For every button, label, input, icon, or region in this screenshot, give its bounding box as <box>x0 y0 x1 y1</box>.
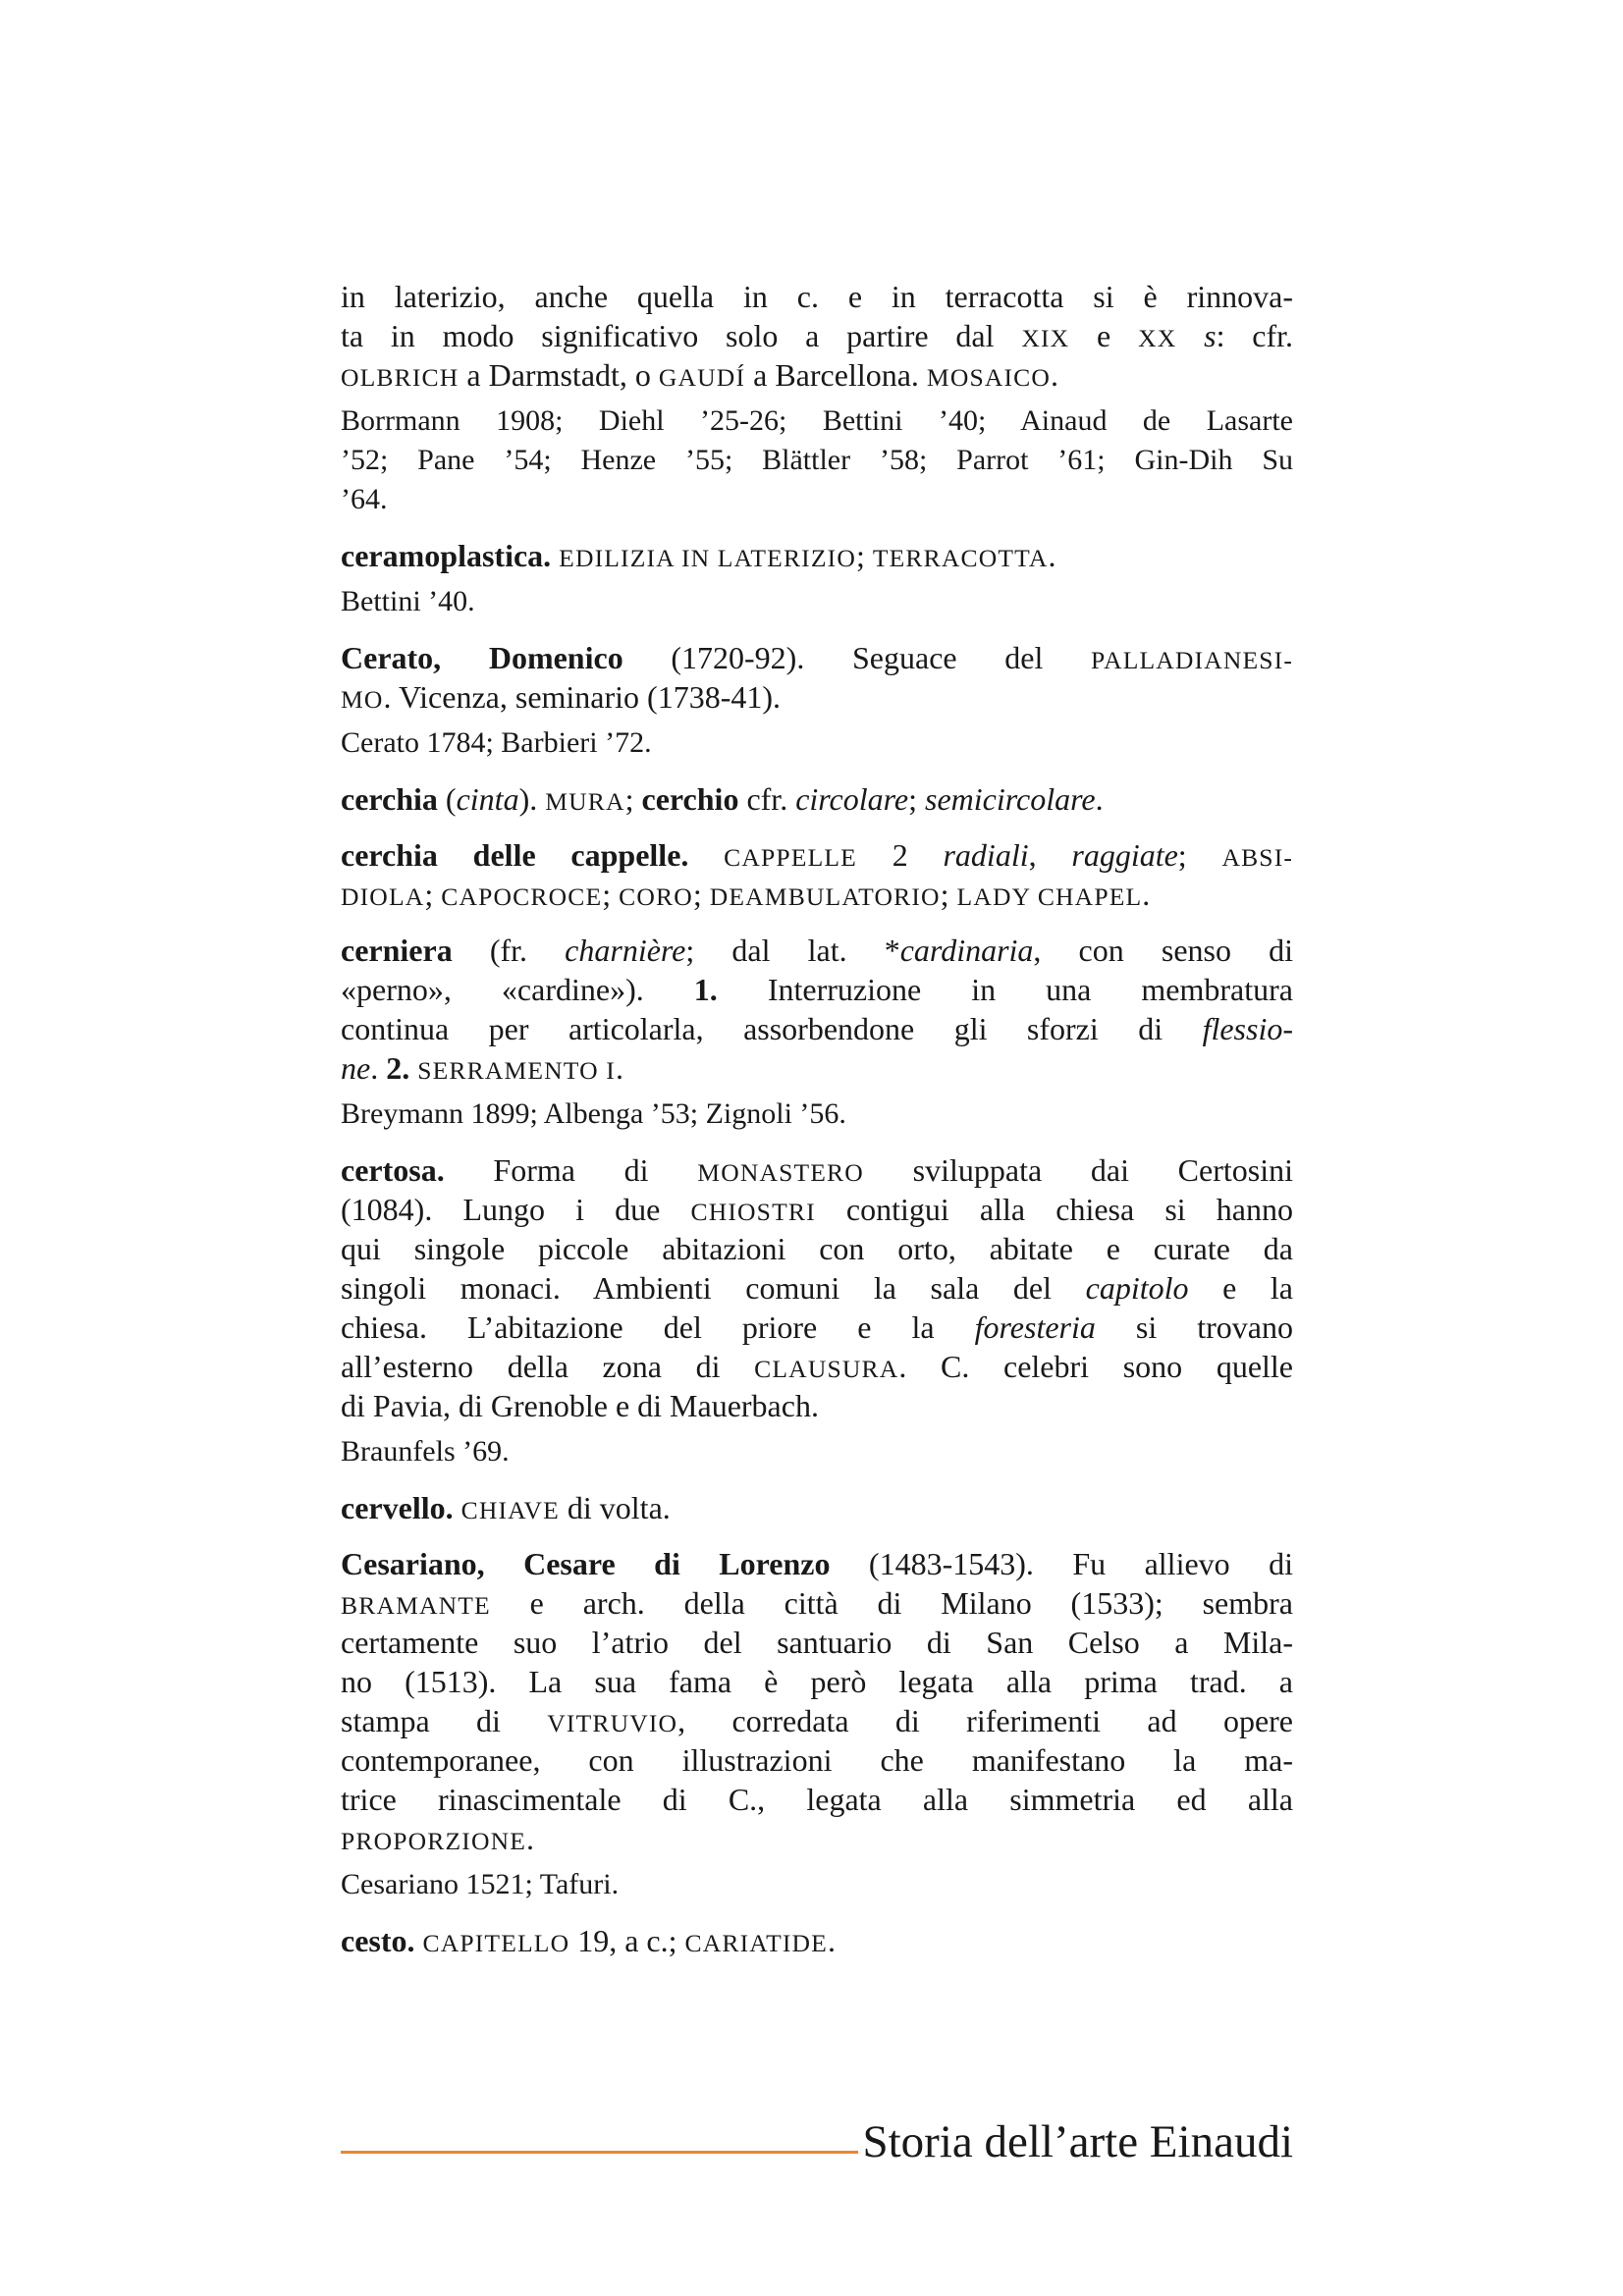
text-run: cerniera <box>341 933 453 968</box>
text-run <box>409 1050 417 1086</box>
text-run: all’esterno della zona di <box>341 1349 755 1384</box>
small-caps-run: MURA <box>545 787 625 816</box>
small-caps-run: CLAUSURA <box>754 1355 899 1383</box>
text-line <box>341 1583 1293 1623</box>
text-run: . Vicenza, seminario (1738-41). <box>383 679 782 715</box>
text-run: ; <box>940 877 957 912</box>
entry-cerato-domenico <box>341 638 1293 717</box>
text-line <box>341 1095 1293 1134</box>
text-run: 2 <box>856 837 944 873</box>
bibliography-ceramoplastica <box>341 582 1293 621</box>
entry-cerchia-delle-cappelle <box>341 835 1293 914</box>
text-run: sviluppata dai Certosini <box>863 1152 1293 1188</box>
entry-cesariano <box>341 1544 1293 1858</box>
text-run: Interruzione in una membratura <box>717 972 1293 1007</box>
text-line <box>341 1308 1293 1347</box>
text-run: cerchio <box>641 781 739 817</box>
text-run: Cesariano, Cesare di Lorenzo <box>341 1546 831 1581</box>
text-run: certosa. <box>341 1152 445 1188</box>
text-line <box>341 1150 1293 1190</box>
small-caps-run: BRAMANTE <box>341 1591 491 1620</box>
text-run: di Pavia, di Grenoble e di Mauerbach. <box>341 1388 819 1423</box>
text-line <box>341 1386 1293 1425</box>
text-run: cinta <box>456 781 519 817</box>
text-run: 2. <box>386 1050 410 1086</box>
small-caps-run: ABSI- <box>1221 843 1293 872</box>
text-run: Cerato 1784; Barbieri ’72. <box>341 726 652 759</box>
text-run: e <box>1069 318 1139 353</box>
text-line <box>341 875 1293 914</box>
text-line <box>341 1229 1293 1268</box>
text-run <box>454 1490 461 1525</box>
small-caps-run: PROPORZIONE <box>341 1827 527 1855</box>
text-run <box>551 538 559 573</box>
entry-cervello <box>341 1488 1293 1527</box>
text-run: cerchia <box>341 781 438 817</box>
text-run: s <box>1204 318 1217 353</box>
text-run: (1483-1543). Fu allievo di <box>830 1546 1293 1581</box>
text-run: . C. celebri sono quelle <box>898 1349 1293 1384</box>
text-run: ta in modo significativo solo a partire dal <box>341 318 1022 353</box>
text-run: Borrmann 1908; Diehl ’25-26; Bettini ’40; Ainaud de Lasarte <box>341 404 1293 437</box>
text-run: (fr. <box>452 933 566 968</box>
text-run <box>415 1923 423 1958</box>
text-line <box>341 1268 1293 1308</box>
text-line <box>341 1544 1293 1583</box>
text-run: . <box>526 1821 535 1856</box>
text-run: a Darmstadt, o <box>459 357 659 393</box>
text-run: ; <box>692 877 710 912</box>
text-run: foresteria <box>974 1309 1096 1345</box>
text-run: chiesa. L’abitazione del priore e la <box>341 1309 975 1345</box>
text-run: circolare <box>795 781 909 817</box>
text-line <box>341 1819 1293 1858</box>
text-run: Cesariano 1521; Tafuri. <box>341 1868 620 1900</box>
text-run: contigui alla chiesa si hanno <box>815 1192 1293 1227</box>
text-line <box>341 638 1293 677</box>
small-caps-run: XX <box>1138 324 1177 352</box>
paragraph-continuation <box>341 277 1293 395</box>
text-line <box>341 931 1293 970</box>
small-caps-run: CAPPELLE <box>724 843 857 872</box>
text-run: . <box>827 1923 836 1958</box>
text-run: stampa di <box>341 1703 548 1738</box>
footer-rule <box>341 2151 858 2154</box>
small-caps-run: TERRACOTTA <box>872 544 1049 572</box>
text-line <box>341 401 1293 441</box>
entry-cerchia <box>341 779 1293 819</box>
text-run: charnière <box>565 933 686 968</box>
small-caps-run: OLBRICH <box>341 363 460 392</box>
text-run: ; dal lat. * <box>685 933 900 968</box>
small-caps-run: EDILIZIA IN LATERIZIO <box>559 544 856 572</box>
text-run: singoli monaci. Ambienti comuni la sala del <box>341 1270 1086 1306</box>
small-caps-run: CORO <box>619 882 693 911</box>
entry-certosa <box>341 1150 1293 1425</box>
text-run: ). <box>518 781 546 817</box>
text-run: cervello. <box>341 1490 454 1525</box>
entry-cerniera <box>341 931 1293 1088</box>
bibliography-cerato <box>341 723 1293 763</box>
text-run: cfr. <box>738 781 796 817</box>
text-run: (1720-92). Seguace del <box>622 640 1092 675</box>
text-line <box>341 835 1293 875</box>
text-line <box>341 1009 1293 1048</box>
text-line <box>341 316 1293 355</box>
small-caps-run: PALLADIANESI- <box>1091 646 1293 674</box>
bibliography-certosa <box>341 1432 1293 1471</box>
text-run: raggiate <box>1071 837 1178 873</box>
small-caps-run: VITRUVIO <box>547 1709 678 1737</box>
text-run: . <box>370 1050 387 1086</box>
text-run: a Barcellona. <box>745 357 927 393</box>
text-run: ; <box>424 877 442 912</box>
text-line <box>341 1780 1293 1819</box>
text-run: , <box>1028 837 1072 873</box>
text-run: ( <box>437 781 457 817</box>
entry-cesto <box>341 1921 1293 1960</box>
text-run: certamente suo l’atrio del santuario di San Celso a Mila- <box>341 1625 1293 1660</box>
small-caps-run: MOSAICO <box>926 363 1052 392</box>
text-run: radiali <box>943 837 1029 873</box>
small-caps-run: GAUDÍ <box>658 363 746 392</box>
text-line <box>341 1432 1293 1471</box>
text-run: cesto. <box>341 1923 415 1958</box>
text-run: ; <box>855 538 873 573</box>
text-run <box>1176 318 1204 353</box>
text-run: . <box>1048 538 1056 573</box>
text-line <box>341 1623 1293 1662</box>
text-line <box>341 1701 1293 1740</box>
text-run: cardinaria <box>899 933 1034 968</box>
small-caps-run: MO <box>341 685 384 714</box>
small-caps-run: CHIAVE <box>460 1496 560 1524</box>
text-line <box>341 1740 1293 1780</box>
text-run: no (1513). La sua fama è però legata alla prima trad. a <box>341 1664 1293 1699</box>
text-run: Forma di <box>444 1152 698 1188</box>
text-run: cerchia delle cappelle. <box>341 837 689 873</box>
text-run: e la <box>1188 1270 1293 1306</box>
small-caps-run: SERRAMENTO I <box>417 1056 616 1085</box>
text-run: Braunfels ’69. <box>341 1435 510 1468</box>
text-line <box>341 1190 1293 1229</box>
text-line <box>341 536 1293 575</box>
bibliography-cerniera <box>341 1095 1293 1134</box>
text-run: Bettini ’40. <box>341 585 475 617</box>
text-run: trice rinascimentale di C., legata alla simmetria ed alla <box>341 1782 1293 1817</box>
text-run: (1084). Lungo i due <box>341 1192 691 1227</box>
text-run: ; <box>624 781 642 817</box>
text-line <box>341 1921 1293 1960</box>
text-run: . <box>1051 357 1059 393</box>
small-caps-run: LADY CHAPEL <box>956 882 1143 911</box>
text-run: Cerato, Domenico <box>341 640 623 675</box>
text-run: . <box>615 1050 623 1086</box>
text-run: ; <box>1177 837 1222 873</box>
text-run: ’64. <box>341 483 388 515</box>
text-line <box>341 677 1293 717</box>
small-caps-run: XIX <box>1021 324 1070 352</box>
small-caps-run: CHIOSTRI <box>690 1198 816 1226</box>
small-caps-run: CAPOCROCE <box>441 882 603 911</box>
text-run: flessio- <box>1202 1011 1293 1046</box>
text-run: ceramoplastica. <box>341 538 552 573</box>
text-run: semicircolare <box>925 781 1096 817</box>
text-line <box>341 1662 1293 1701</box>
bibliography-ceramica <box>341 401 1293 519</box>
small-caps-run: DEAMBULATORIO <box>709 882 941 911</box>
text-run: di volta. <box>559 1490 671 1525</box>
text-line <box>341 480 1293 519</box>
text-line <box>341 1865 1293 1904</box>
text-column <box>341 277 1293 1960</box>
text-run: , corredata di riferimenti ad opere <box>677 1703 1293 1738</box>
entry-ceramoplastica <box>341 536 1293 575</box>
text-run: si trovano <box>1095 1309 1293 1345</box>
text-run: qui singole piccole abitazioni con orto, abitate e curate da <box>341 1231 1293 1266</box>
text-run: . <box>1095 781 1104 817</box>
text-run: ; <box>908 781 925 817</box>
text-run: capitolo <box>1085 1270 1189 1306</box>
text-run: Breymann 1899; Albenga ’53; Zignoli ’56. <box>341 1097 846 1130</box>
text-run: continua per articolarla, assorbendone gli sforzi di <box>341 1011 1203 1046</box>
text-line <box>341 441 1293 480</box>
small-caps-run: MONASTERO <box>697 1158 864 1187</box>
text-run: in laterizio, anche quella in c. e in terracotta si è rinnova- <box>341 279 1293 314</box>
text-run: contemporanee, con illustrazioni che manifestano la ma- <box>341 1742 1293 1778</box>
text-run: e arch. della città di Milano (1533); sembra <box>490 1585 1293 1621</box>
small-caps-run: CARIATIDE <box>684 1929 828 1957</box>
text-run: : cfr. <box>1216 318 1293 353</box>
text-line <box>341 1048 1293 1088</box>
imprint: Storia dell’arte Einaudi <box>862 2116 1293 2167</box>
text-line <box>341 355 1293 395</box>
text-run: ne <box>341 1050 371 1086</box>
text-line <box>341 1488 1293 1527</box>
text-line <box>341 277 1293 316</box>
text-run: , con senso di <box>1033 933 1293 968</box>
small-caps-run: CAPITELLO <box>422 1929 570 1957</box>
text-run: «perno», «cardine»). <box>341 972 694 1007</box>
bibliography-cesariano <box>341 1865 1293 1904</box>
text-run <box>688 837 724 873</box>
text-run: 1. <box>693 972 718 1007</box>
text-line <box>341 779 1293 819</box>
small-caps-run: DIOLA <box>341 882 425 911</box>
text-run: ’52; Pane ’54; Henze ’55; Blättler ’58; Parrot ’61; Gin-Dih Su <box>341 444 1293 476</box>
text-run: . <box>1142 877 1151 912</box>
text-line <box>341 582 1293 621</box>
text-run: 19, a c.; <box>569 1923 685 1958</box>
text-line <box>341 723 1293 763</box>
text-run: ; <box>602 877 620 912</box>
text-line <box>341 970 1293 1009</box>
text-line <box>341 1347 1293 1386</box>
